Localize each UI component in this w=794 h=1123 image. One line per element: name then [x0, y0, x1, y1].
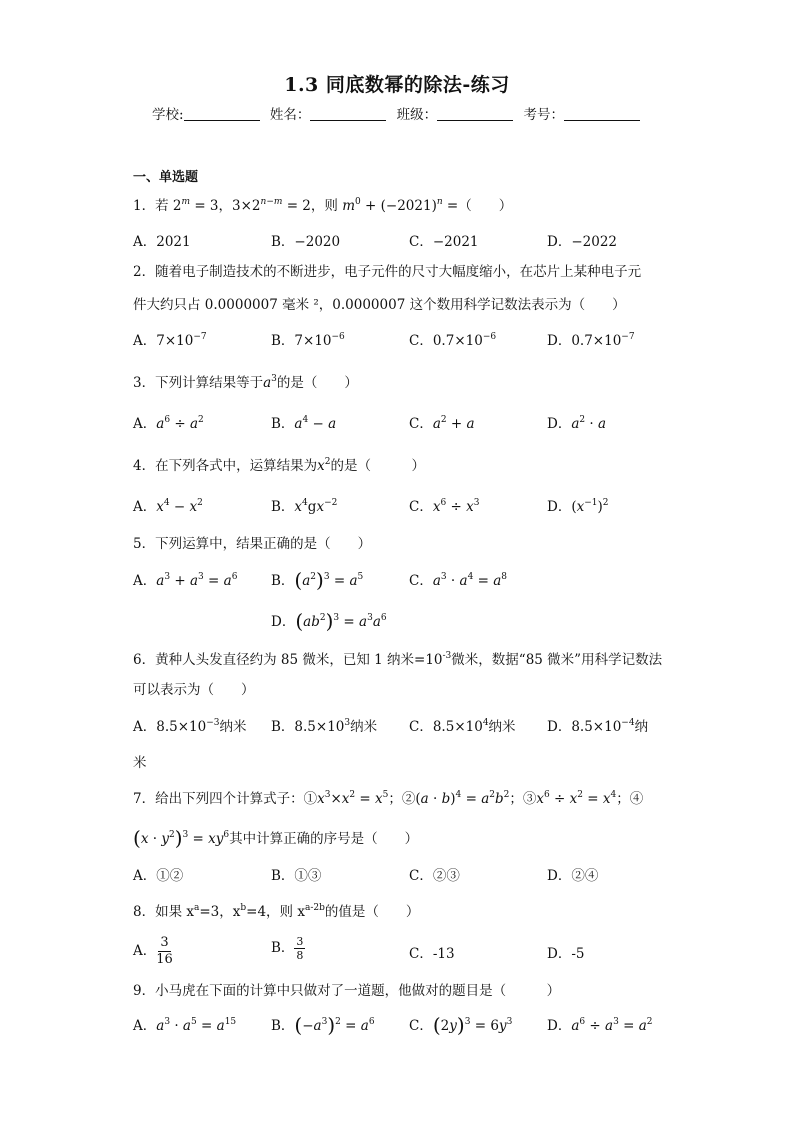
- class-label: 班级：: [396, 107, 438, 123]
- q7-option-b: B．①③: [271, 868, 322, 884]
- q1-option-c: C．−2021: [409, 234, 479, 250]
- question-7-line-1: 7．给出下列四个计算式子：$①x^3\times x^2 = x^5$；②(a · $b)^4 = a^2b^2$；$③x^6 \div x^2 = x^4$；④: [133, 790, 644, 807]
- class-blank: [437, 107, 513, 121]
- q9-option-a: A．$a^3 \cdot a^5 = a^{15}$: [133, 1017, 237, 1034]
- q1-option-a: A．2021: [133, 234, 191, 250]
- q4-option-a: A．$x^4 - x^2$: [133, 498, 203, 515]
- q9-option-c: C．$(2y)^3 = 6y^3$: [409, 1013, 513, 1037]
- student-info-line: [0, 103, 794, 123]
- question-1: 1．若 $2^m = 3$，$3\times 2^{n-m} = 2$，则 $m^0 + (-2021)^n$ =（ ）: [133, 197, 513, 214]
- q3-option-a: A．$a^6 \div a^2$: [133, 415, 204, 432]
- q7-option-a: A．①②: [133, 868, 184, 884]
- school-label: 学校:: [152, 107, 184, 123]
- q2-option-d: D．$0.7\times 10^{-7}$: [547, 332, 635, 349]
- exam-number-label: 考号：: [523, 107, 564, 123]
- q8-option-a: A． $\frac{3}{16}$: [133, 935, 173, 967]
- q5-option-c: C．$a^3 \cdot a^4 = a^8$: [409, 572, 508, 589]
- q6-option-d-wrap: 米: [133, 755, 147, 771]
- question-2-line-2: 件大约只占 0.0000007 毫米 ²，0.0000007 这个数用科学记数法表示为（ ）: [133, 297, 626, 313]
- q1-option-d: D．−2022: [547, 234, 617, 250]
- school-blank: [184, 107, 260, 121]
- q9-option-b: B．$(-a^3)^2 = a^6$: [271, 1013, 375, 1037]
- q6-option-a: A．$8.5\times 10^{-3}$纳米: [133, 718, 247, 735]
- question-8: 8．如果 $x^a=3$，$x^b=4$，则 $x^{a-2b}$的值是（ ）: [133, 903, 420, 920]
- q1-option-b: B．−2020: [271, 234, 341, 250]
- name-blank: [310, 107, 386, 121]
- q7-option-d: D．②④: [547, 868, 599, 884]
- question-4: 4．在下列各式中，运算结果为$x^2$的是（ ）: [133, 457, 425, 474]
- name-label: 姓名：: [269, 107, 311, 123]
- question-6-line-2: 可以表示为（ ）: [133, 682, 255, 698]
- question-2-line-1: 2．随着电子制造技术的不断进步，电子元件的尺寸大幅度缩小，在芯片上某种电子元: [133, 264, 642, 280]
- question-3: 3．下列计算结果等于$a^3$的是（ ）: [133, 374, 358, 391]
- page-title: 1.3 同底数幂的除法-练习: [284, 74, 510, 96]
- q4-option-c: C．$x^6 \div x^3$: [409, 498, 480, 515]
- q5-option-a: A．$a^3 + a^3 = a^6$: [133, 572, 238, 589]
- q4-option-d: D．$(x^{-1})^2$: [547, 498, 609, 515]
- section-heading: 一、单选题: [133, 170, 199, 185]
- q5-option-d: D．$(ab^2)^3 = a^3a^6$: [271, 609, 387, 633]
- q8-option-d: D．-5: [547, 946, 585, 962]
- q3-option-d: D．$a^2 \cdot a$: [547, 415, 607, 432]
- q4-option-b: B．$x^4gx^{-2}$: [271, 498, 338, 515]
- question-9: 9．小马虎在下面的计算中只做对了一道题，他做对的题目是（ ）: [133, 983, 561, 999]
- q6-option-d: D．$8.5\times 10^{-4}$纳: [547, 718, 649, 735]
- q7-option-c: C．②③: [409, 868, 460, 884]
- q3-option-b: B．$a^4 - a$: [271, 415, 337, 432]
- q2-option-a: A．$7\times 10^{-7}$: [133, 332, 207, 349]
- q6-option-c: C．$8.5\times 10^4$纳米: [409, 718, 516, 735]
- question-6-line-1: 6．黄种人头发直径约为 85 微米，已知 1 纳米$=10^{-3}$微米，数据“85 微米”用科学记数法: [133, 651, 663, 668]
- question-5: 5．下列运算中，结果正确的是（ ）: [133, 536, 372, 552]
- exam-number-blank: [564, 107, 640, 121]
- question-7-line-2: $(x \cdot y^2)^3 = xy^6$其中计算正确的序号是（ ）: [133, 826, 419, 850]
- q6-option-b: B．$8.5\times 10^3$纳米: [271, 718, 378, 735]
- q2-option-c: C．$0.7\times 10^{-6}$: [409, 332, 497, 349]
- q5-option-b: B．$(a^2)^3 = a^5$: [271, 568, 364, 592]
- q2-option-b: B．$7\times 10^{-6}$: [271, 332, 345, 349]
- q8-option-b: B． $\frac{3}{8}$: [271, 935, 304, 962]
- q9-option-d: D．$a^6 \div a^3 = a^2$: [547, 1017, 653, 1034]
- q8-option-c: C．-13: [409, 946, 455, 962]
- q3-option-c: C．$a^2 + a$: [409, 415, 475, 432]
